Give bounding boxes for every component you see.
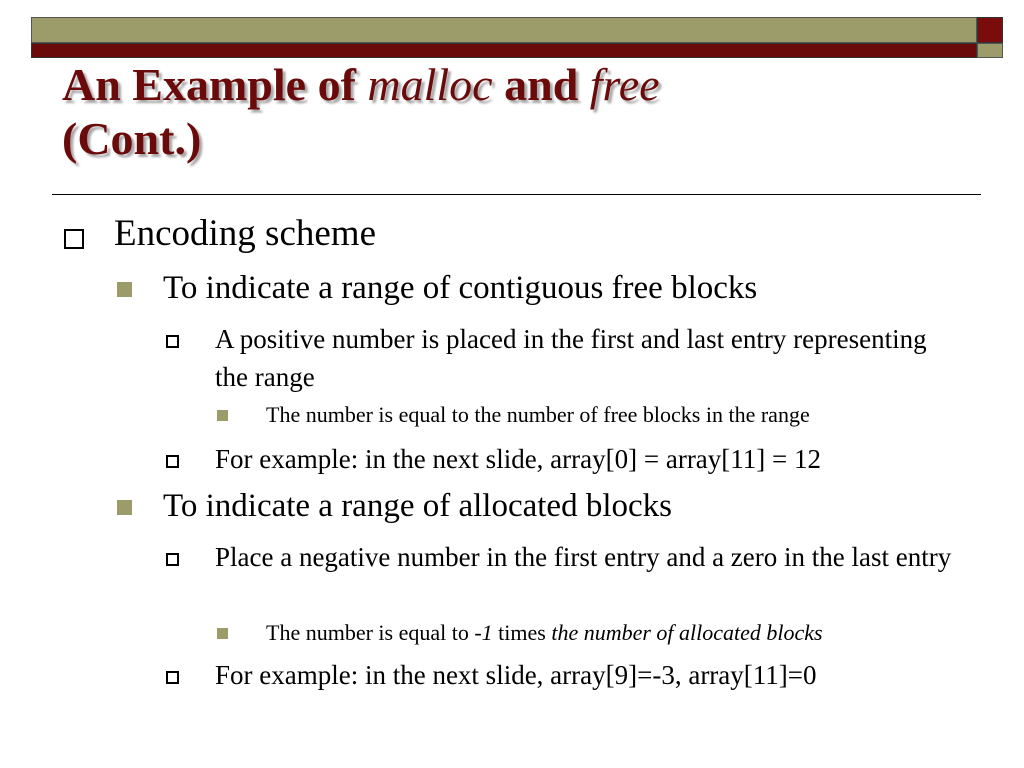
bullet-free-range: To indicate a range of contiguous free blocks (163, 270, 758, 306)
bullet-positive-number: A positive number is placed in the first and last entry representing the range (215, 324, 927, 392)
hollow-square-bullet-icon (166, 553, 179, 566)
header-maroon-square (977, 17, 1003, 43)
bullet-free-count-note: The number is equal to the number of free blocks in the range (266, 402, 810, 427)
bullet-alloc-range: To indicate a range of allocated blocks (163, 488, 672, 524)
header-olive-square (977, 43, 1003, 58)
bullet-encoding-scheme: Encoding scheme (114, 213, 376, 254)
hollow-square-bullet-icon (166, 671, 179, 684)
bullet-negative-number: Place a negative number in the first entry and a zero in the last entry (215, 542, 952, 572)
hollow-square-bullet-icon (166, 455, 179, 468)
filled-square-bullet-icon (217, 410, 228, 421)
bullet-alloc-example: For example: in the next slide, array[9]=-3, array[11]=0 (215, 660, 817, 690)
hollow-square-bullet-icon (166, 335, 179, 348)
hollow-square-bullet-icon (64, 229, 84, 249)
header-maroon-bar (31, 43, 977, 58)
title-divider (52, 194, 981, 195)
filled-square-bullet-icon (217, 628, 228, 639)
slide-title: An Example of malloc and free (Cont.) (62, 59, 660, 164)
filled-square-bullet-icon (117, 500, 132, 515)
bullet-free-example: For example: in the next slide, array[0] = array[11] = 12 (215, 444, 821, 474)
bullet-alloc-note: The number is equal to -1 times the number of allocated blocks (266, 620, 823, 645)
header-olive-bar (31, 17, 977, 43)
filled-square-bullet-icon (117, 282, 132, 297)
